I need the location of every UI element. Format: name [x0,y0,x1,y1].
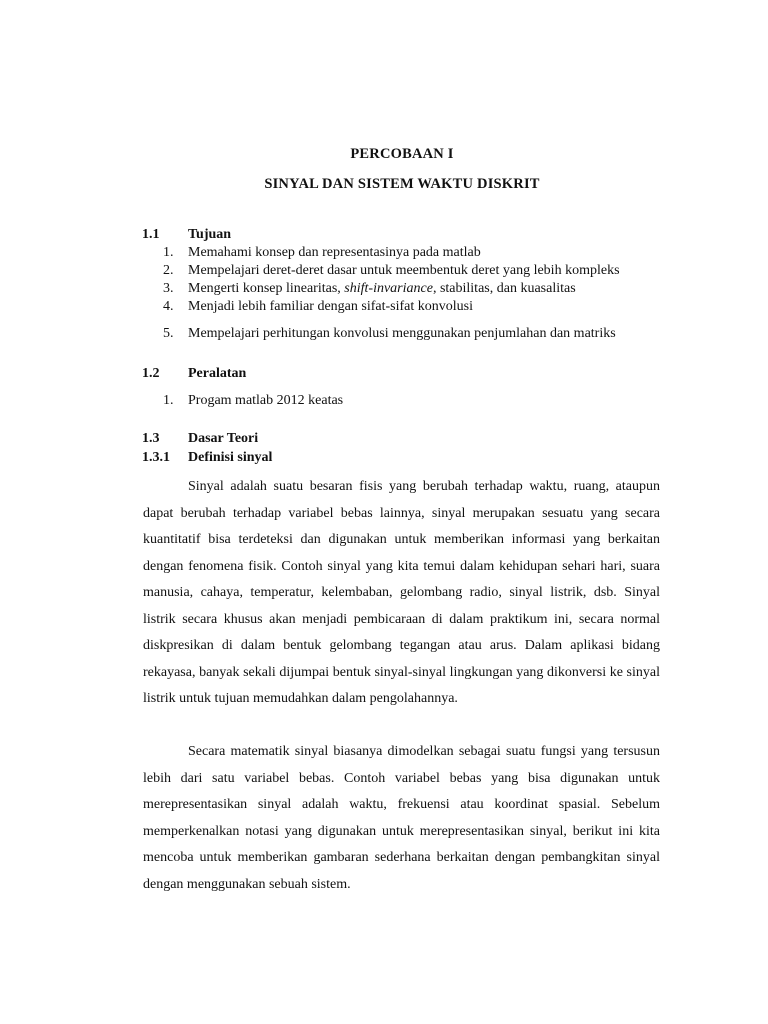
list-item [163,393,343,409]
section-heading-peralatan: Peralatan [188,366,247,381]
list-item-text-rest: , stabilitas, dan kuasalitas [432,281,576,296]
list-item [163,281,576,297]
list-item [163,299,473,315]
list-item-text: Progam matlab 2012 keatas [188,393,344,408]
list-item-text: Mempelajari perhitungan konvolusi menggunakan penjumlahan dan matriks [188,326,616,341]
list-item-text: Menjadi lebih familiar dengan sifat-sifat konvolusi [188,299,473,314]
section-number-tujuan: 1.1 [142,227,160,242]
list-item-text: Mengerti konsep linearitas, [188,281,345,296]
list-item-text: Memahami konsep dan representasinya pada matlab [188,245,481,260]
list-item-italic: shift-invariance [344,281,433,296]
list-number: 4. [163,299,174,314]
subsection-number-definisi: 1.3.1 [142,450,170,465]
list-item [163,326,616,342]
list-item-text: Mempelajari deret-deret dasar untuk meembentuk deret yang lebih kompleks [188,263,620,278]
body-paragraph: Secara matematik sinyal biasanya dimodelkan sebagai suatu fungsi yang tersusun lebih dari satu variabel bebas. Contoh variabel bebas yang bisa digunakan untuk merepresentasikan sinyal adalah waktu, frekuensi atau koordinat spasial. Sebelum memperkenalkan notasi yang digunakan untuk merepresentasikan sinyal, berikut ini kita mencoba untuk memberikan gambaran sederhana berkaitan dengan pembangkitan sinyal dengan menggunakan sebuah sistem. [143,744,660,892]
list-number: 5. [163,326,174,341]
document-title: PERCOBAAN I [350,146,454,162]
section-number-dasar-teori: 1.3 [142,431,160,446]
document-subtitle: SINYAL DAN SISTEM WAKTU DISKRIT [264,176,540,192]
section-number-peralatan: 1.2 [142,366,160,381]
list-number: 2. [163,263,174,278]
list-number: 3. [163,281,174,296]
subsection-heading-definisi: Definisi sinyal [188,450,273,465]
body-paragraph: Sinyal adalah suatu besaran fisis yang berubah terhadap waktu, ruang, ataupun dapat berubah terhadap variabel bebas lainnya, sinyal merupakan sesuatu yang secara kuantitatif bisa terdeteksi dan digunakan untuk memberikan informasi yang berkaitan dengan fenomena fisik. Contoh sinyal yang kita temui dalam kehidupan sehari hari, suara manusia, cahaya, temperatur, kelembaban, gelombang radio, sinyal listrik, dsb. Sinyal listrik secara khusus akan menjadi pembicaraan di dalam praktikum ini, secara normal diskpresikan di dalam bentuk gelombang tegangan atau arus. Dalam aplikasi bidang rekayasa, banyak sekali dijumpai bentuk sinyal-sinyal lingkungan yang dikonversi ke sinyal listrik untuk tujuan memudahkan dalam pengolahannya. [143,479,660,706]
list-number: 1. [163,393,174,408]
list-item [163,245,481,261]
section-heading-tujuan: Tujuan [188,227,232,242]
list-item [163,263,620,279]
section-heading-dasar-teori: Dasar Teori [188,431,259,446]
list-number: 1. [163,245,174,260]
